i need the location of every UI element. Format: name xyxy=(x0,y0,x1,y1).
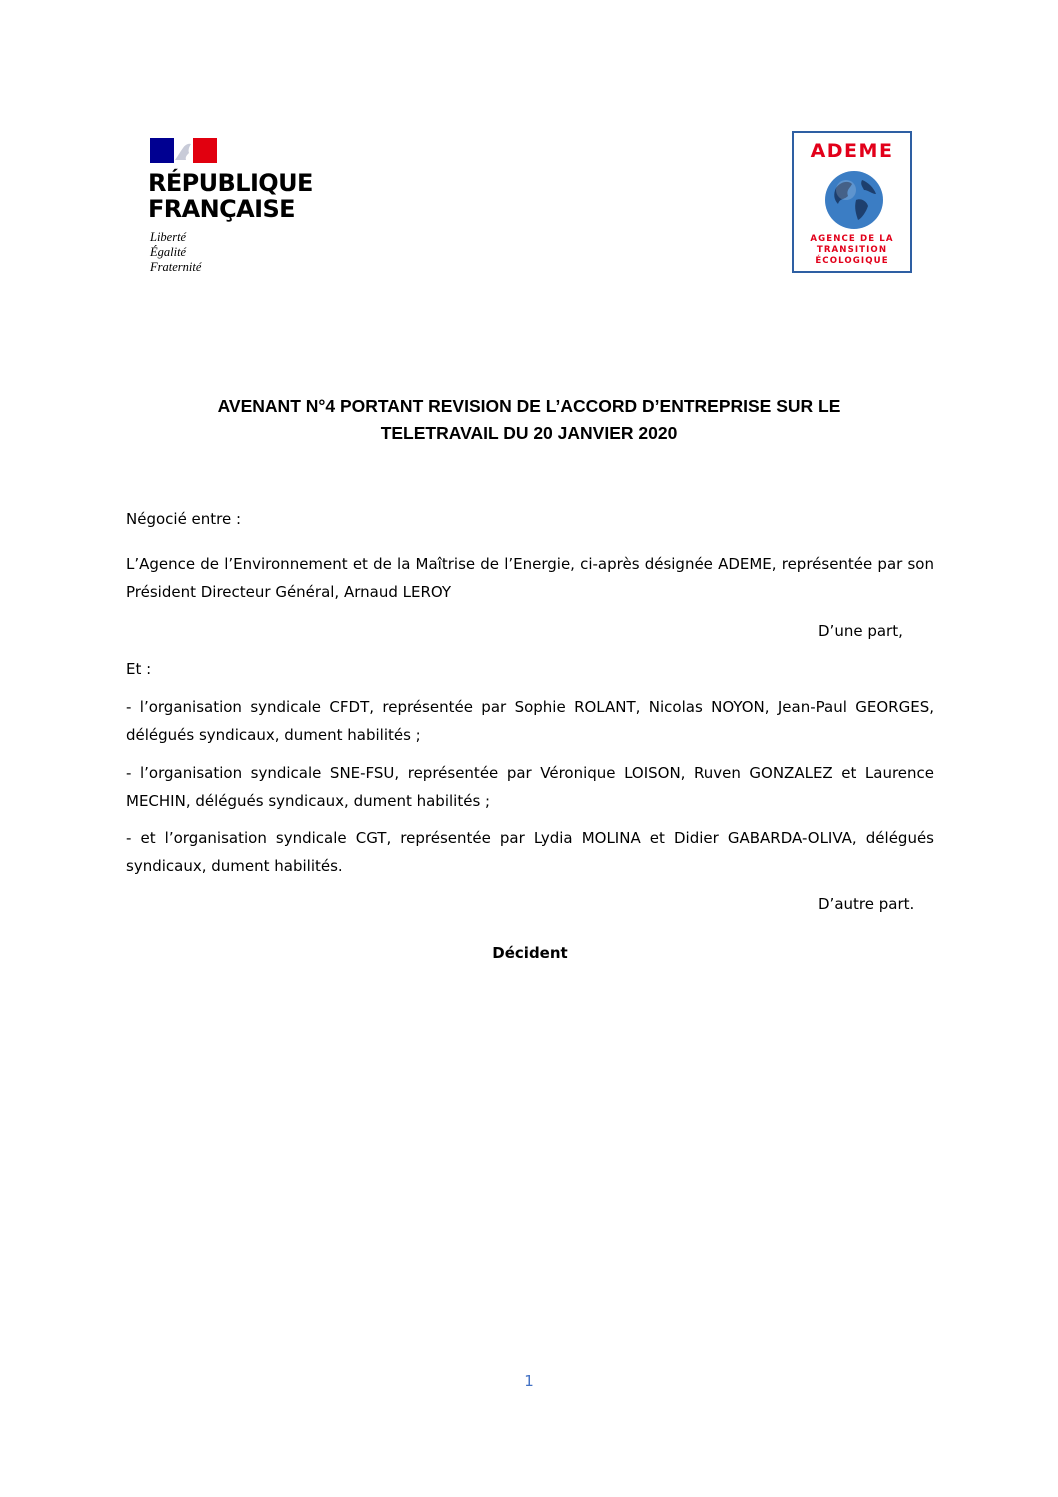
ademe-sub-line3: ÉCOLOGIQUE xyxy=(815,256,889,266)
rf-name xyxy=(148,170,313,222)
negocie-entre: Négocié entre : xyxy=(126,510,242,528)
rf-name-line2: FRANÇAISE xyxy=(148,195,295,223)
republique-francaise-logo xyxy=(148,137,328,282)
decident-heading: Décident xyxy=(492,944,568,962)
marianne-flag-icon xyxy=(150,138,217,163)
dautre-part: D’autre part. xyxy=(818,895,915,913)
ademe-sub-line1: AGENCE DE LA xyxy=(810,234,894,244)
ademe-subtitle xyxy=(794,234,910,267)
dune-part: D’une part, xyxy=(818,622,903,640)
rf-name-line1: RÉPUBLIQUE xyxy=(148,169,313,197)
globe-icon xyxy=(824,170,884,230)
ademe-sub-line2: TRANSITION xyxy=(816,245,888,255)
cgt-paragraph: - et l’organisation syndicale CGT, représentée par Lydia MOLINA et Didier GABARDA-OLIVA, délégués syndicaux, dument habilités. xyxy=(126,829,934,875)
document-title-line1: AVENANT N°4 PORTANT REVISION DE L’ACCORD D’ENTREPRISE SUR LE xyxy=(217,396,841,416)
rf-motto-line2: Égalité xyxy=(150,245,187,259)
document-title-line2: TELETRAVAIL DU 20 JANVIER 2020 xyxy=(380,423,678,443)
snefsu-paragraph: - l’organisation syndicale SNE-FSU, représentée par Véronique LOISON, Ruven GONZALEZ et Laurence MECHIN, délégués syndicaux, dument habilités ; xyxy=(126,764,934,810)
rf-motto-line3: Fraternité xyxy=(150,260,202,274)
et-label: Et : xyxy=(126,660,152,678)
cfdt-paragraph: - l’organisation syndicale CFDT, représentée par Sophie ROLANT, Nicolas NOYON, Jean-Paul GEORGES, délégués syndicaux, dument habilités ; xyxy=(126,698,934,744)
ademe-title: ADEME xyxy=(810,140,894,162)
party-ademe-paragraph: L’Agence de l’Environnement et de la Maîtrise de l’Energie, ci-après désignée ADEME, représentée par son Président Directeur Général, Arnaud LEROY xyxy=(126,555,934,601)
rf-motto-line1: Liberté xyxy=(150,230,187,244)
document-title xyxy=(126,393,932,447)
ademe-logo xyxy=(792,131,912,273)
rf-motto xyxy=(150,230,201,275)
page-number: 1 xyxy=(524,1372,534,1390)
